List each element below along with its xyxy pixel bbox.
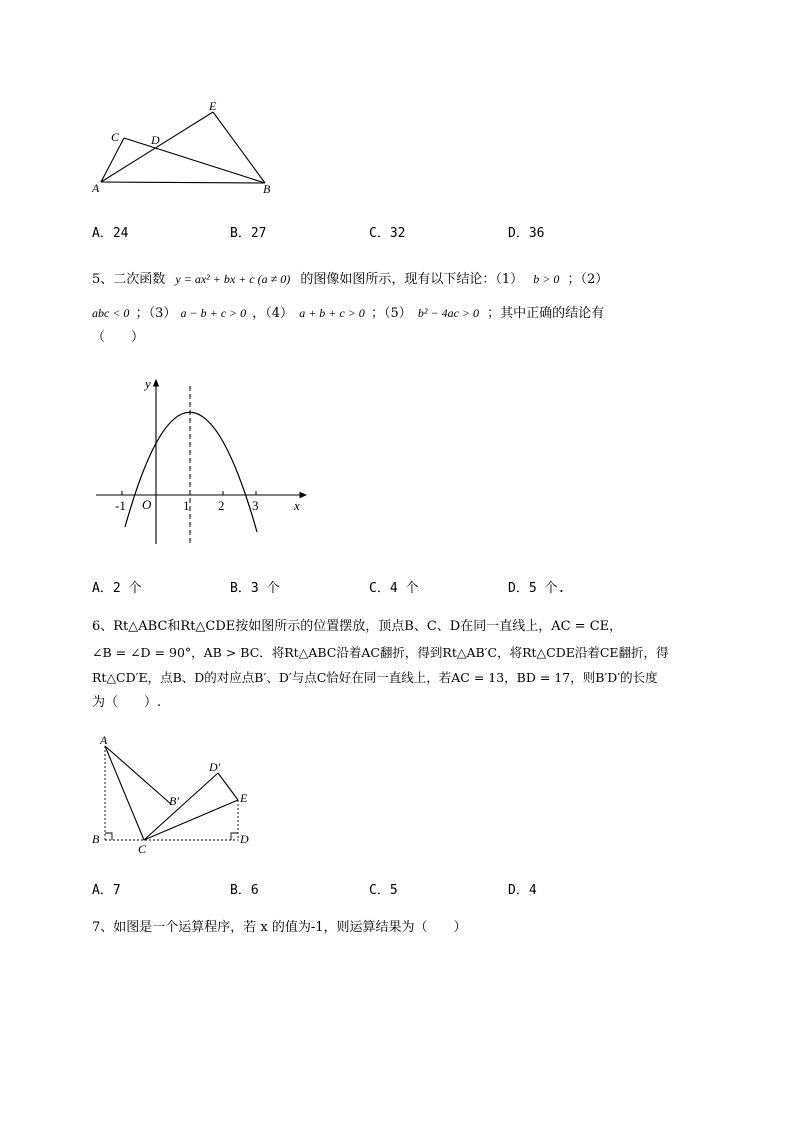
label-a: A [92,181,100,195]
label-d-prime: D′ [209,760,221,774]
label-a: A [100,733,108,747]
segment-ac [105,746,144,840]
q6-option-d[interactable]: D．4 [508,883,537,898]
label-b-prime: B′ [169,794,179,808]
q5-formula: y = ax² + bx + c (a ≠ 0) [175,272,291,286]
label-e: E [209,99,217,113]
y-axis-label: y [145,376,151,391]
label-c: C [138,842,147,855]
segment-ce [144,800,238,840]
q6-line-4: 为（ ）. [92,695,162,710]
q5-line-1 [92,271,608,288]
q5-suffix: ；其中正确的结论有 [487,306,605,321]
label-d: D [240,832,249,846]
segment-ae [101,112,213,182]
q5-option-b[interactable]: B．3 个 [230,581,280,596]
q5-option-c[interactable]: C．4 个 [369,581,419,596]
q5-conclusion-1: b > 0 [533,272,560,286]
segment-ab-prime [105,746,172,805]
q5-after-c3: ，（4） [252,306,294,321]
tick-label-neg1: -1 [115,498,126,513]
tick-label-2: 2 [218,498,225,513]
q5-after-c2: ；（3） [135,306,177,321]
parabola-curve [125,412,257,532]
label-e: E [240,791,248,805]
q4-option-d[interactable]: D．36 [508,226,545,241]
q5-prefix: 5、二次函数 [92,272,166,287]
q6-line-3: Rt△CD′E，点B、D的对应点B′、D′与点C恰好在同一直线上，若AC = 13，BD = 17，则B′D′的长度 [92,670,658,685]
figure-parabola-graph [92,372,312,548]
q5-middle: 的图像如图所示，现有以下结论：（1） [300,272,524,287]
segment-ab [101,182,265,183]
tick-label-1: 1 [183,498,190,513]
q5-conclusion-4: a + b + c > 0 [299,306,365,320]
q6-option-c[interactable]: C．5 [369,883,398,898]
label-d: D [151,133,160,147]
q5-after-c4: ；（5） [370,306,412,321]
figure-triangles-abcde [85,95,285,200]
segment-cb [124,138,265,183]
q5-conclusion-5: b² − 4ac > 0 [417,306,479,320]
q4-option-a[interactable]: A．24 [92,226,129,241]
q5-after-c1: ；（2） [567,272,609,287]
segment-d-prime-e [218,773,238,800]
x-axis-label: x [294,498,300,513]
label-b: B [263,182,271,196]
q5-conclusion-3: a − b + c > 0 [180,306,247,320]
q5-option-a[interactable]: A．2 个 [92,581,142,596]
q5-option-d[interactable]: D．5 个. [508,581,566,596]
label-b: B [92,832,100,846]
q6-option-b[interactable]: B．6 [230,883,259,898]
label-c: C [111,130,120,144]
segment-eb [213,112,265,183]
q5-answer-paren: （ ） [92,330,145,345]
origin-label: O [142,497,152,512]
q4-option-c[interactable]: C．32 [369,226,406,241]
q5-conclusion-2: abc < 0 [92,306,130,320]
q6-line-1: 6、Rt△ABC和Rt△CDE按如图所示的位置摆放，顶点B、C、D在同一直线上，AC = CE， [92,619,623,634]
q5-line-2 [92,305,604,322]
tick-label-3: 3 [252,498,259,513]
segment-c-d-prime [144,773,218,840]
q6-line-2: ∠B = ∠D = 90°，AB > BC．将Rt△ABC沿着AC翻折，得到Rt△AB′C，将Rt△CDE沿着CE翻折，得 [92,645,669,660]
q6-option-a[interactable]: A．7 [92,883,121,898]
q7-stem: 7、如图是一个运算程序，若 x 的值为-1，则运算结果为（ ） [92,920,467,935]
q4-option-b[interactable]: B．27 [230,226,267,241]
figure-folded-triangles [88,730,258,855]
